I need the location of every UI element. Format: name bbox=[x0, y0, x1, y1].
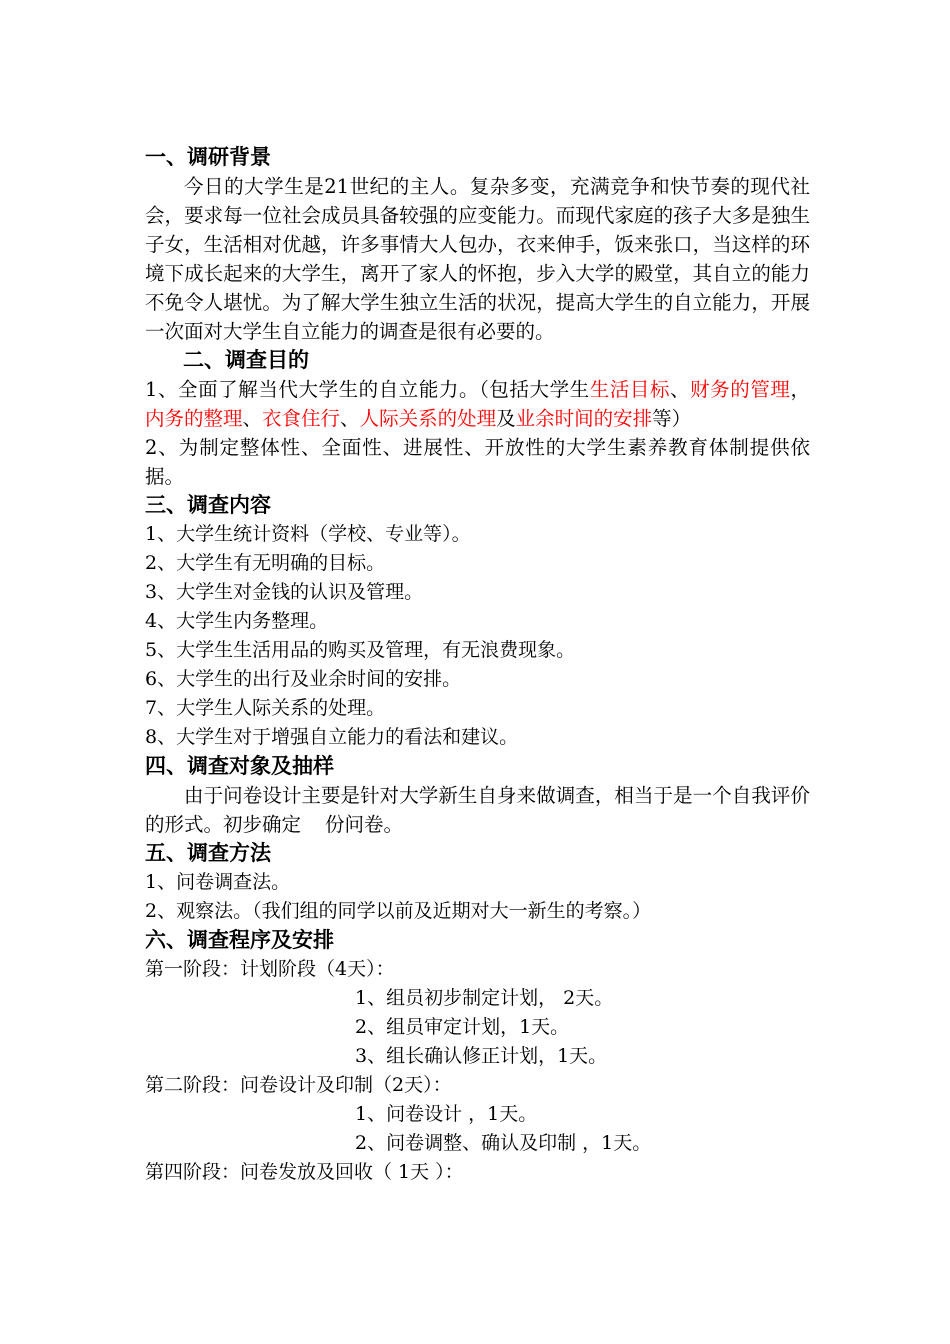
stage-item: 3、组长确认修正计划，1天。 bbox=[355, 1045, 608, 1067]
stage-heading: 第二阶段：问卷设计及印制（2天）： bbox=[145, 1074, 452, 1096]
text-span: 由于问卷设计主要是针对大学新生自身来做调查，相当于是一个自我评价的形式。初步确定 bbox=[145, 784, 810, 836]
stage-item: 1、组员初步制定计划， 2天。 bbox=[355, 987, 614, 1009]
section-heading-method: 五、调查方法 bbox=[145, 841, 271, 865]
document-page bbox=[145, 143, 810, 1187]
section-heading-content: 三、调查内容 bbox=[145, 493, 271, 517]
highlight-relationships: 人际关系的处理 bbox=[359, 407, 497, 430]
content-item: 4、大学生内务整理。 bbox=[145, 610, 329, 632]
section-heading-schedule: 六、调查程序及安排 bbox=[145, 928, 334, 952]
highlight-spare-time: 业余时间的安排 bbox=[515, 407, 653, 430]
method-item: 1、问卷调查法。 bbox=[145, 871, 291, 893]
section-heading-sampling: 四、调查对象及抽样 bbox=[145, 754, 334, 778]
content-item: 5、大学生生活用品的购买及管理，有无浪费现象。 bbox=[145, 639, 576, 661]
method-item: 2、观察法。（我们组的同学以前及近期对大一新生的考察。） bbox=[145, 900, 652, 922]
stage-item: 1、问卷设计 ，1天。 bbox=[355, 1103, 538, 1125]
content-item: 3、大学生对金钱的认识及管理。 bbox=[145, 581, 424, 603]
text-span: 份问卷。 bbox=[325, 813, 404, 836]
content-item: 6、大学生的出行及业余时间的安排。 bbox=[145, 668, 462, 690]
text-span: 、 bbox=[242, 407, 263, 430]
highlight-daily-living: 衣食住行 bbox=[262, 407, 341, 430]
highlight-housekeeping: 内务的整理 bbox=[145, 407, 243, 430]
content-item: 7、大学生人际关系的处理。 bbox=[145, 697, 386, 719]
sampling-paragraph bbox=[145, 781, 810, 839]
stage-item: 2、问卷调整、确认及印制 ，1天。 bbox=[355, 1132, 652, 1154]
text-span: 等） bbox=[652, 407, 692, 430]
background-paragraph: 今日的大学生是21世纪的主人。复杂多变，充满竞争和快节奏的现代社会，要求每一位社会成员具备较强的应变能力。而现代家庭的孩子大多是独生子女，生活相对优越，许多事情大人包办，衣来伸手，饭来张口，当这样的环境下成长起来的大学生，离开了家人的怀抱，步入大学的殿堂，其自立的能力不免令人堪忧。为了解大学生独立生活的状况，提高大学生的自立能力，开展一次面对大学生自立能力的调查是很有必要的。 bbox=[145, 175, 810, 343]
content-item: 8、大学生对于增强自立能力的看法和建议。 bbox=[145, 726, 519, 748]
highlight-finance: 财务的管理 bbox=[690, 378, 791, 401]
text-span: 、 bbox=[340, 407, 360, 430]
text-span: 及 bbox=[496, 407, 516, 430]
purpose-item-1 bbox=[145, 375, 810, 433]
content-item: 2、大学生有无明确的目标。 bbox=[145, 552, 386, 574]
stage-heading: 第四阶段：问卷发放及回收（ 1天 ）： bbox=[145, 1161, 464, 1183]
highlight-life-goals: 生活目标 bbox=[589, 378, 671, 401]
text-span: 、 bbox=[670, 378, 691, 401]
stage-item: 2、组员审定计划，1天。 bbox=[355, 1016, 570, 1038]
section-heading-purpose: 二、调查目的 bbox=[183, 348, 309, 372]
stage-heading: 第一阶段：计划阶段（4天）： bbox=[145, 958, 395, 980]
content-item: 1、大学生统计资料（学校、专业等）。 bbox=[145, 523, 471, 545]
purpose-item-2: 2、为制定整体性、全面性、进展性、开放性的大学生素养教育体制提供依据。 bbox=[145, 436, 810, 488]
text-span: ， bbox=[790, 378, 810, 401]
text-span: 1、全面了解当代大学生的自立能力。（包括大学生 bbox=[145, 378, 590, 401]
section-heading-background: 一、调研背景 bbox=[145, 145, 271, 169]
